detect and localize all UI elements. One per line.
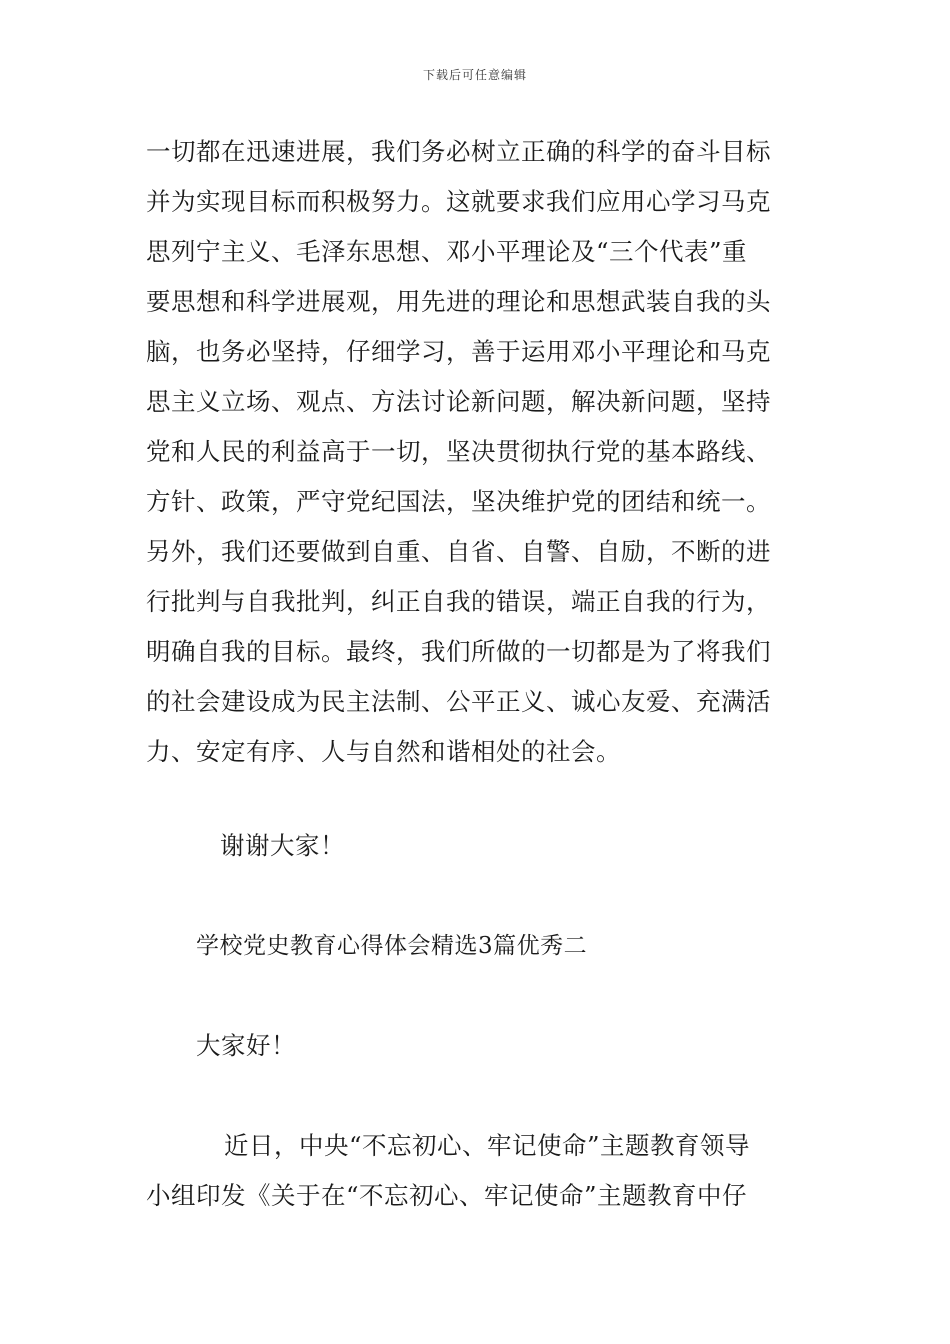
paragraph-1-line: 脑，也务必坚持，仔细学习，善于运用邓小平理论和马克 [146,337,771,366]
paragraph-2 [146,1121,816,1221]
paragraph-1-line: 并为实现目标而积极努力。这就要求我们应用心学习马克 [146,187,771,216]
paragraph-1-line: 行批判与自我批判，纠正自我的错误，端正自我的行为， [146,587,771,616]
paragraph-1-line: 一切都在迅速进展，我们务必树立正确的科学的奋斗目标 [146,137,771,166]
paragraph-1-line: 另外，我们还要做到自重、自省、自警、自励，不断的进 [146,537,771,566]
paragraph-2-line: 小组印发《关于在“不忘初心、牢记使命”主题教育中仔 [146,1181,748,1210]
paragraph-1-line: 思列宁主义、毛泽东思想、邓小平理论及“三个代表”重 [146,237,748,266]
paragraph-2-line: 近日，中央“不忘初心、牢记使命”主题教育领导 [224,1131,751,1160]
paragraph-1-line: 思主义立场、观点、方法讨论新问题，解决新问题，坚持 [146,387,771,416]
thanks-text: 谢谢大家！ [220,831,345,860]
paragraph-1-line: 力、安定有序、人与自然和谐相处的社会。 [146,737,621,766]
section-title: 学校党史教育心得体会精选3篇优秀二 [196,933,588,959]
paragraph-1-line: 党和人民的利益高于一切，坚决贯彻执行党的基本路线、 [146,437,771,466]
paragraph-1-line: 明确自我的目标。最终，我们所做的一切都是为了将我们 [146,637,771,666]
paragraph-1-line: 方针、政策，严守党纪国法，坚决维护党的团结和统一。 [146,487,771,516]
paragraph-1-line: 的社会建设成为民主法制、公平正义、诚心友爱、充满活 [146,687,771,716]
paragraph-1 [146,127,816,777]
page-header-note: 下载后可任意编辑 [422,68,527,82]
greeting-text: 大家好！ [196,1031,296,1060]
paragraph-1-line: 要思想和科学进展观，用先进的理论和思想武装自我的头 [146,287,771,316]
